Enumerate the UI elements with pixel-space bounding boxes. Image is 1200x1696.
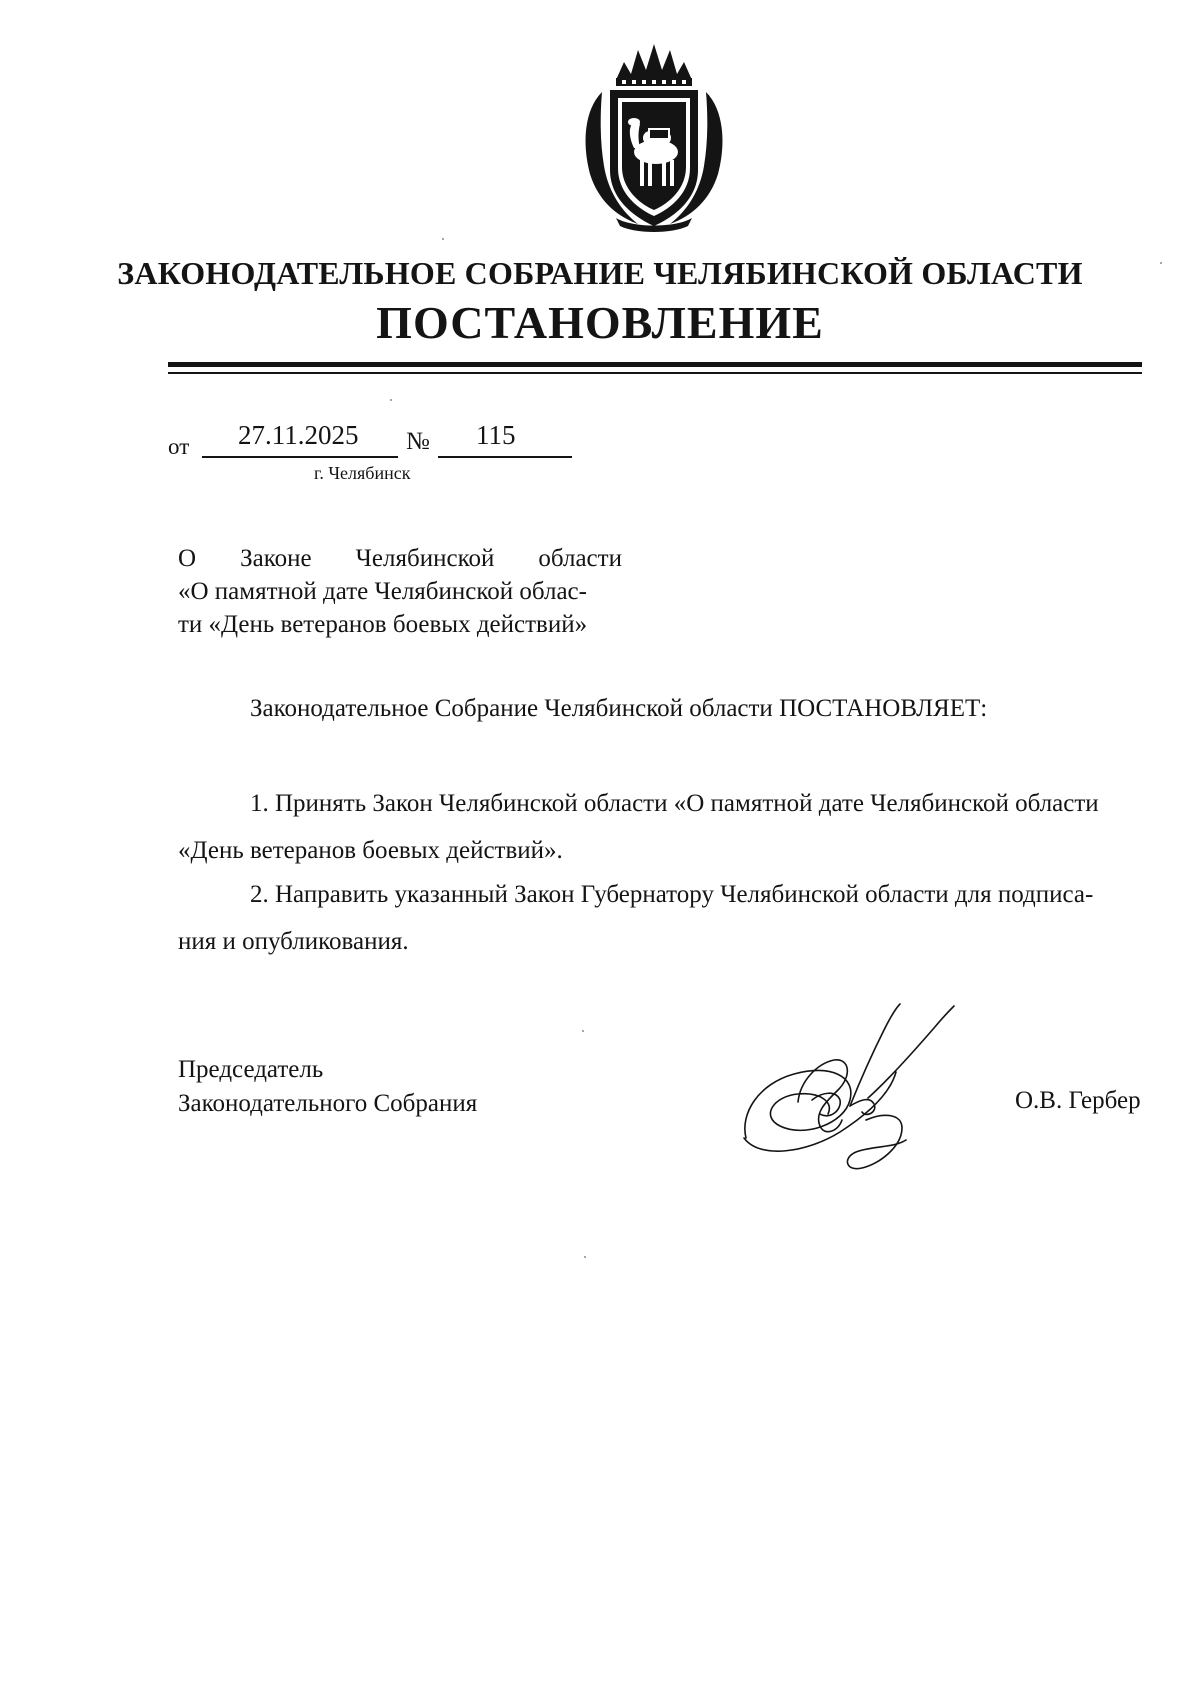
subject-word: Челябинской (355, 545, 495, 572)
resolution-item-1 (178, 780, 1152, 874)
scan-speck (582, 1030, 584, 1032)
signer-name: О.В. Гербер (1015, 1087, 1141, 1114)
subject-line-2: «О памятной дате Челябинской облас- (178, 578, 587, 605)
subject-word: области (538, 545, 622, 572)
subject-word: О (178, 545, 197, 572)
document-number-label: № (406, 428, 430, 455)
item-2-line-2: ния и опубликования. (178, 928, 409, 955)
item-2-line-1: 2. Направить указанный Закон Губернатору Челябинской области для подписа- (250, 881, 1094, 908)
resolution-preamble: Законодательное Собрание Челябинской области ПОСТАНОВЛЯЕТ: (250, 695, 988, 722)
organization-title: ЗАКОНОДАТЕЛЬНОЕ СОБРАНИЕ ЧЕЛЯБИНСКОЙ ОБЛАСТИ (117, 255, 1083, 291)
document-city: г. Челябинск (314, 463, 411, 483)
document-type-title: ПОСТАНОВЛЕНИЕ (376, 297, 824, 348)
signer-position-line-1: Председатель (178, 1056, 324, 1083)
document-subject (178, 542, 622, 641)
scan-speck (584, 1256, 586, 1258)
handwritten-signature-icon (738, 1002, 970, 1180)
subject-word: Законе (240, 545, 312, 572)
scan-speck (390, 399, 392, 401)
subject-line-1 (178, 542, 622, 575)
document-number: 115 (476, 420, 516, 450)
item-1-line-2: «День ветеранов боевых действий». (178, 837, 563, 864)
date-underline (202, 456, 398, 458)
header-rule-thin (168, 372, 1142, 374)
signer-position (178, 1053, 477, 1121)
document-date: 27.11.2025 (238, 420, 359, 450)
subject-line-3: ти «День ветеранов боевых действий» (178, 611, 588, 638)
coat-of-arms-icon (576, 40, 732, 232)
header-rule-thick (168, 362, 1142, 367)
scan-speck (1160, 262, 1162, 264)
item-1-line-1: 1. Принять Закон Челябинской области «О памятной дате Челябинской области (250, 790, 1099, 817)
date-from-label: от (168, 434, 190, 459)
scan-speck (442, 238, 444, 240)
signer-position-line-2: Законодательного Собрания (178, 1090, 478, 1117)
resolution-item-2 (178, 871, 1152, 965)
number-underline (438, 456, 572, 458)
